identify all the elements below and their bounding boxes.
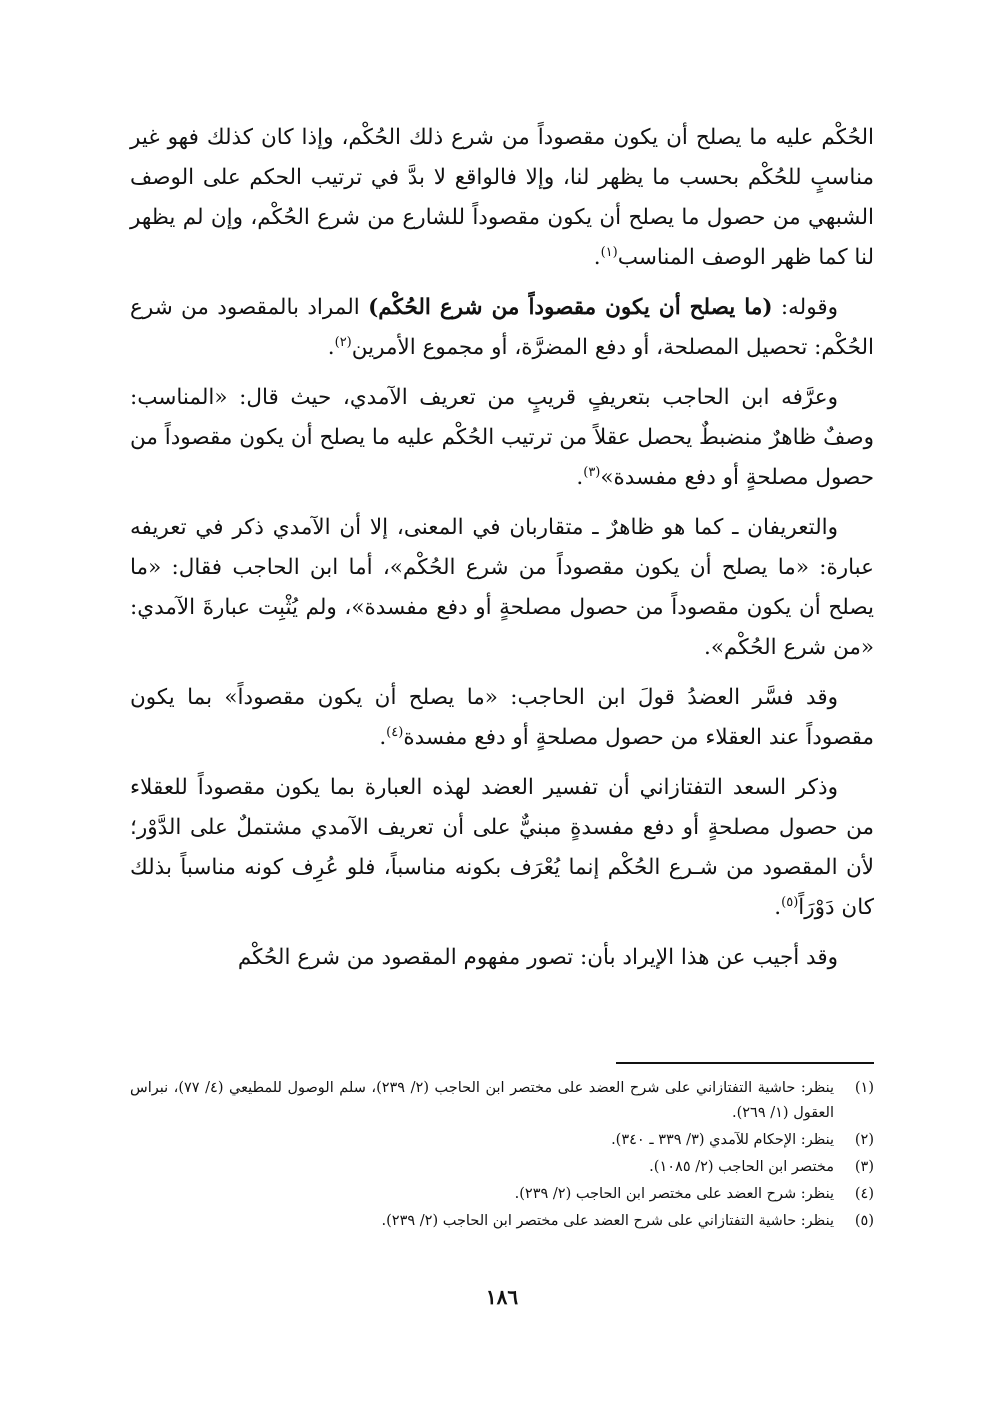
paragraph-tail: .: [774, 895, 782, 920]
paragraph-tail: .: [327, 335, 335, 360]
footnote-marker[interactable]: (١): [600, 244, 618, 260]
footnote-item: [130, 1209, 874, 1234]
paragraph-6: [130, 768, 874, 928]
paragraph-text: وقد أجيب عن هذا الإيراد بأن: تصور مفهوم المقصود من شرع الحُكْم: [237, 945, 838, 970]
paragraph-text: المراد بالمقصود من شرع الحُكْم: تحصيل المصلحة، أو دفع المضرَّة، أو مجموع الأمرين: [130, 295, 874, 360]
main-text: [130, 118, 874, 988]
footnote-number: (٢): [854, 1132, 874, 1148]
footnote-number: (٣): [854, 1159, 874, 1175]
footnote-item: [130, 1155, 874, 1180]
paragraph-text: وذكر السعد التفتازاني أن تفسير العضد لهذه العبارة بما يكون مقصوداً للعقلاء من حصول مصلحةٍ أو دفع مفسدةٍ مبنيٌّ على أن تعريف الآمدي مشتملٌ على الدَّوْر؛ لأن المقصود من شـرع الحُكْم إنما يُعْرَف بكونه مناسباً، فلو عُرِف كونه مناسباً بذلك كان دَوْرَاً: [130, 775, 874, 920]
paragraph-text: وقد فسَّر العضدُ قولَ ابن الحاجب: «ما يصلح أن يكون مقصوداً» بما يكون مقصوداً عند العقلاء من حصول مصلحةٍ أو دفع مفسدة: [130, 685, 874, 750]
paragraph-tail: .: [593, 245, 601, 270]
paragraph-4: [130, 508, 874, 668]
footnote-number: (٥): [854, 1213, 874, 1229]
footnote-item: [130, 1182, 874, 1207]
footnotes: [130, 1076, 874, 1236]
footnote-text: ينظر: الإحكام للآمدي (٣/ ٣٣٩ ـ ٣٤٠).: [611, 1132, 834, 1148]
footnote-marker[interactable]: (٥): [781, 894, 799, 910]
footnote-text: مختصر ابن الحاجب (٢/ ١٠٨٥).: [649, 1159, 834, 1175]
paragraph-7: [130, 938, 874, 978]
footnote-text: ينظر: حاشية التفتازاني على شرح العضد على مختصر ابن الحاجب (٢/ ٢٣٩).: [381, 1213, 834, 1229]
paragraph-tail: .: [379, 725, 387, 750]
paragraph-text: وقوله:: [772, 295, 838, 320]
paragraph-text: والتعريفان ـ كما هو ظاهرٌ ـ متقاربان في المعنى، إلا أن الآمدي ذكر في تعريفه عبارة: «ما يصلح أن يكون مقصوداً من شرع الحُكْم»، أما ابن الحاجب فقال: «ما يصلح أن يكون مقصوداً من حصول مصلحةٍ أو دفع مفسدة»، ولم يُثْبِت عبارةَ الآمدي: «من شرع الحُكْم».: [130, 515, 874, 660]
footnote-marker[interactable]: (٤): [386, 724, 404, 740]
footnote-number: (٤): [854, 1186, 874, 1202]
footnote-text: ينظر: شرح العضد على مختصر ابن الحاجب (٢/ ٢٣٩).: [514, 1186, 834, 1202]
footnote-separator: [616, 1062, 874, 1064]
paragraph-text: وعرَّفه ابن الحاجب بتعريفٍ قريبٍ من تعريف الآمدي، حيث قال: «المناسب: وصفٌ ظاهرٌ منضبطٌ يحصل عقلاً من ترتيب الحُكْم عليه ما يصلح أن يكون مقصوداً من حصول مصلحةٍ أو دفع مفسدة»: [130, 385, 874, 490]
footnote-marker[interactable]: (٢): [334, 334, 352, 350]
footnote-text: ينظر: حاشية التفتازاني على شرح العضد على مختصر ابن الحاجب (٢/ ٢٣٩)، سلم الوصول للمطيعي (٤/ ٧٧)، نبراس العقول (١/ ٢٦٩).: [130, 1080, 835, 1121]
paragraph-text: الحُكْم عليه ما يصلح أن يكون مقصوداً من شرع ذلك الحُكْم، وإذا كان كذلك فهو غير مناسبٍ للحُكْم بحسب ما يظهر لنا، وإلا فالواقع لا بدَّ في ترتيب الحكم على الوصف الشبهي من حصول ما يصلح أن يكون مقصوداً للشارع من شرع الحُكْم، وإن لم يظهر لنا كما ظهر الوصف المناسب: [130, 125, 874, 270]
paragraph-1: [130, 118, 874, 278]
footnote-item: [130, 1076, 874, 1126]
paragraph-tail: .: [576, 465, 584, 490]
quoted-phrase: (ما يصلح أن يكون مقصوداً من شرع الحُكْم): [368, 295, 773, 320]
paragraph-2: [130, 288, 874, 368]
footnote-marker[interactable]: (٣): [583, 464, 601, 480]
paragraph-3: [130, 378, 874, 498]
paragraph-5: [130, 678, 874, 758]
page-number: ١٨٦: [485, 1285, 519, 1309]
footnote-item: [130, 1128, 874, 1153]
footnote-number: (١): [854, 1080, 874, 1096]
